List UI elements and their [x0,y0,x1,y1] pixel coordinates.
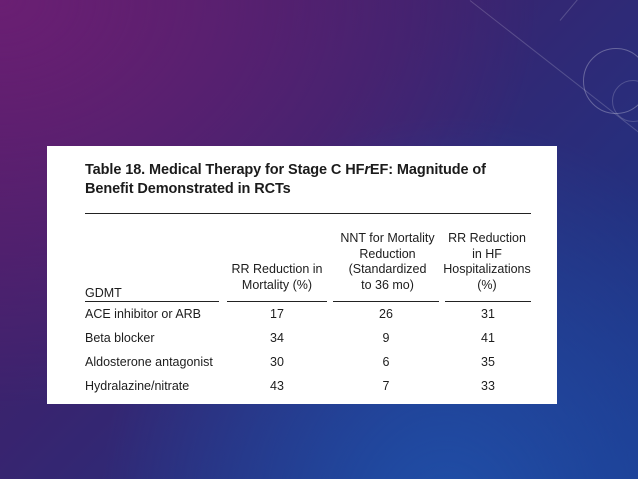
top-rule [85,213,531,214]
header-col3: RR Reduction in HF Hospitalizations (%) [443,231,531,292]
header-col2: NNT for Mortality Reduction (Standardized to 36 mo) [340,231,435,292]
header-rule-col3 [445,301,531,302]
title-italic: r [364,162,370,178]
header-rule-col1 [227,301,327,302]
table-card: Table 18. Medical Therapy for Stage C HFrEF: Magnitude of Benefit Demonstrated in RCTs RR Reduction in Mortality (%) NNT for Mortality Reduction (Standardized to 36 mo) RR Reduction in HF Hospitalizations (%) GDMT ACE inhibitor or ARB 17 26 31 Beta blocker 34 9 41 Aldosterone antagonist 30 6 35 Hydralazine/nitrate 43 7 33 [47,146,557,404]
header-rule-col2 [333,301,439,302]
title-text: Table 18. Medical Therapy for Stage C HF [85,162,365,178]
table-title [85,161,545,199]
header-rule-gdmt [85,301,219,302]
header-col1: RR Reduction in Mortality (%) [231,262,323,292]
title-text-end: EF: Magnitude of [369,162,486,178]
header-gdmt: GDMT [85,286,122,300]
title-text-line2: Benefit Demonstrated in RCTs [85,181,291,197]
decorative-line [560,0,638,21]
